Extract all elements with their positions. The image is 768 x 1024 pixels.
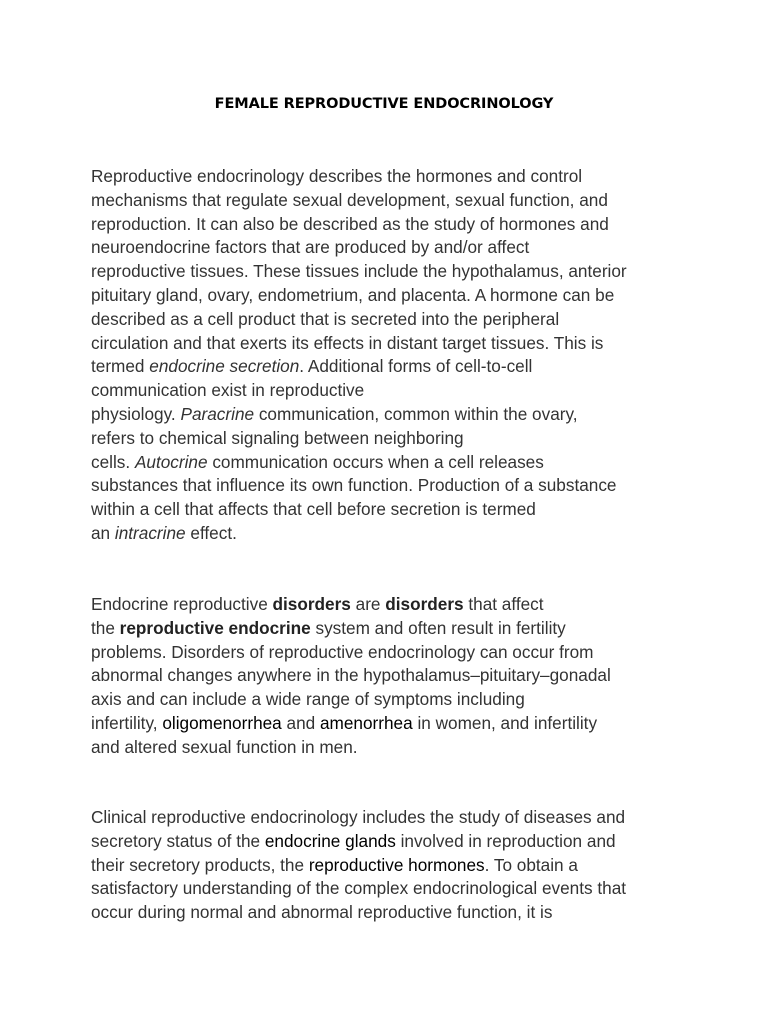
text-run: . Additional forms of cell-to-cell xyxy=(299,356,533,377)
text-line xyxy=(91,617,691,641)
paragraph-clinical-endocrinology xyxy=(91,806,691,925)
text-line xyxy=(91,854,691,878)
text-line: and altered sexual function in men. xyxy=(91,736,358,757)
bold-term-disorders: disorders xyxy=(272,594,351,614)
italic-term-endocrine-secretion: endocrine secretion xyxy=(149,356,300,377)
text-run: termed xyxy=(91,356,150,377)
text-line xyxy=(91,355,691,379)
text-run: their secretory products, the xyxy=(91,854,309,875)
text-line: satisfactory understanding of the complex endocrinological events that xyxy=(91,878,627,899)
paragraph-reproductive-endocrinology xyxy=(91,165,691,546)
text-line: substances that influence its own function. Production of a substance xyxy=(91,475,617,496)
document-title: FEMALE REPRODUCTIVE ENDOCRINOLOGY xyxy=(214,96,554,112)
text-run: are xyxy=(350,594,386,614)
text-line: abnormal changes anywhere in the hypothalamus–pituitary–gonadal xyxy=(91,665,611,686)
text-line: circulation and that exerts its effects in distant target tissues. This is xyxy=(91,332,604,353)
italic-term-intracrine: intracrine xyxy=(114,522,186,543)
text-line: communication exist in reproductive xyxy=(91,380,365,401)
text-run: in women, and infertility xyxy=(412,712,598,733)
text-line: axis and can include a wide range of symptoms including xyxy=(91,689,525,710)
text-run: . To obtain a xyxy=(484,854,578,875)
text-line: reproduction. It can also be described as the study of hormones and xyxy=(91,213,609,234)
text-run: infertility, xyxy=(91,712,163,733)
text-line xyxy=(91,712,691,736)
text-run: and xyxy=(281,712,320,733)
text-run: physiology. xyxy=(91,403,181,424)
bold-term-disorders: disorders xyxy=(385,594,464,614)
text-run: that affect xyxy=(463,594,544,614)
text-run: secretory status of the xyxy=(91,830,265,851)
text-line: Clinical reproductive endocrinology includes the study of diseases and xyxy=(91,807,626,827)
text-run: cells. xyxy=(91,451,135,472)
text-line: refers to chemical signaling between neighboring xyxy=(91,427,464,448)
text-line: described as a cell product that is secreted into the peripheral xyxy=(91,308,560,329)
text-run: communication occurs when a cell releases xyxy=(207,451,544,472)
text-line xyxy=(91,830,691,854)
text-line: pituitary gland, ovary, endometrium, and placenta. A hormone can be xyxy=(91,284,615,305)
paragraph-endocrine-disorders xyxy=(91,593,691,760)
text-line xyxy=(91,593,691,617)
bold-term-reproductive-endocrine: reproductive endocrine xyxy=(119,617,311,638)
text-run: an xyxy=(91,522,115,543)
text-run: system and often result in fertility xyxy=(310,617,566,638)
link-reproductive-hormones[interactable]: reproductive hormones xyxy=(308,854,485,875)
text-line: neuroendocrine factors that are produced by and/or affect xyxy=(91,237,530,258)
text-line: within a cell that affects that cell before secretion is termed xyxy=(91,499,536,520)
text-run: involved in reproduction and xyxy=(395,830,616,851)
italic-term-paracrine: Paracrine xyxy=(180,403,255,424)
text-run: Endocrine reproductive xyxy=(91,594,273,614)
text-line: Reproductive endocrinology describes the hormones and control xyxy=(91,166,583,186)
link-oligomenorrhea[interactable]: oligomenorrhea xyxy=(162,712,282,733)
text-line: problems. Disorders of reproductive endocrinology can occur from xyxy=(91,641,594,662)
text-run: effect. xyxy=(185,522,237,543)
text-line xyxy=(91,522,691,546)
text-run: the xyxy=(91,617,120,638)
text-line: reproductive tissues. These tissues include the hypothalamus, anterior xyxy=(91,261,627,282)
text-line xyxy=(91,451,691,475)
link-endocrine-glands[interactable]: endocrine glands xyxy=(264,830,396,851)
text-line xyxy=(91,403,691,427)
text-line: mechanisms that regulate sexual development, sexual function, and xyxy=(91,189,608,210)
link-amenorrhea[interactable]: amenorrhea xyxy=(319,712,413,733)
text-line: occur during normal and abnormal reproductive function, it is xyxy=(91,902,553,923)
italic-term-autocrine: Autocrine xyxy=(134,451,208,472)
text-run: communication, common within the ovary, xyxy=(254,403,578,424)
